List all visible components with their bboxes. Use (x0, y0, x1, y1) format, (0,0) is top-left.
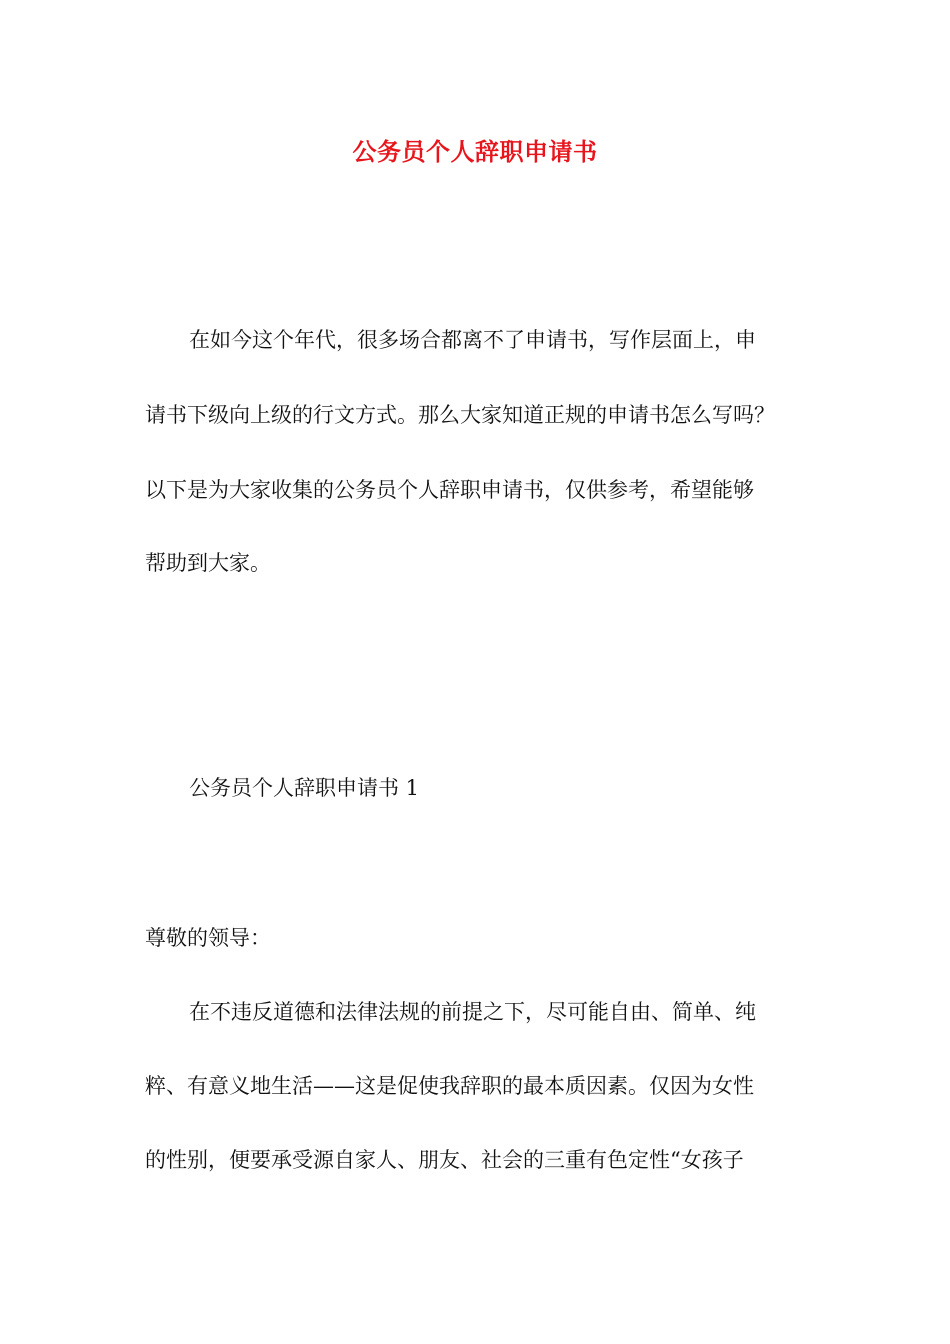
intro-line-2: 请书下级向上级的行文方式。那么大家知道正规的申请书怎么写吗？ (145, 403, 775, 427)
intro-line-4: 帮助到大家。 (145, 551, 271, 575)
intro-line-3: 以下是为大家收集的公务员个人辞职申请书，仅供参考，希望能够 (145, 478, 754, 502)
body-line-1: 在不违反道德和法律法规的前提之下，尽可能自由、简单、纯 (189, 1000, 756, 1024)
body-line-2: 粹、有意义地生活——这是促使我辞职的最本质因素。仅因为女性 (145, 1074, 754, 1098)
section-heading: 公务员个人辞职申请书 1 (189, 776, 420, 800)
intro-line-1: 在如今这个年代，很多场合都离不了申请书，写作层面上，申 (189, 328, 756, 352)
salutation: 尊敬的领导： (145, 926, 271, 950)
document-title: 公务员个人辞职申请书 (352, 137, 598, 166)
body-line-3: 的性别，便要承受源自家人、朋友、社会的三重有色定性“女孩子 (145, 1148, 744, 1172)
